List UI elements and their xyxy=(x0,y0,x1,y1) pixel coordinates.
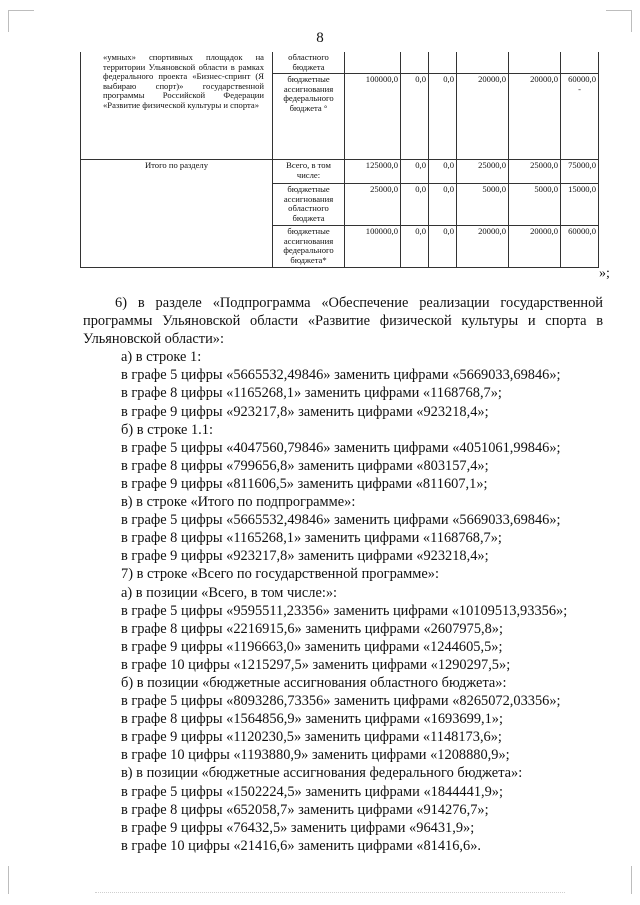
amendment-line: в графе 5 цифры «4047560,79846» заменить цифрами «4051061,99846»; xyxy=(121,439,561,456)
closing-quote: »; xyxy=(599,266,610,281)
amendment-line: б) в строке 1.1: xyxy=(121,421,213,438)
table-cell-value: 0,0 xyxy=(401,160,429,184)
table-cell-value: 0,0 xyxy=(429,226,457,268)
amendment-line: в графе 5 цифры «5665532,49846» заменить цифрами «5669033,69846»; xyxy=(121,512,561,529)
table-cell-value: 60000,0 xyxy=(561,226,599,268)
amendment-line: в графе 8 цифры «652058,7» заменить цифрами «914276,7»; xyxy=(121,801,489,818)
amendment-line: в) в позиции «бюджетные ассигнования федерального бюджета»: xyxy=(121,765,523,782)
table-cell-value: 0,0 xyxy=(401,74,429,160)
table-cell-source: бюджетные ассигнования федерального бюджета ° xyxy=(273,74,345,160)
amendment-line: в) в строке «Итого по подпрограмме»: xyxy=(121,494,356,511)
amendment-line: в графе 5 цифры «5665532,49846» заменить цифрами «5669033,69846»; xyxy=(121,367,561,384)
table-cell-value: 0,0 xyxy=(429,184,457,226)
page-number: 8 xyxy=(316,30,324,46)
amendment-line: в графе 8 цифры «1564856,9» заменить цифрами «1693699,1»; xyxy=(121,711,503,728)
amendment-line: в графе 10 цифры «1215297,5» заменить цифрами «1290297,5»; xyxy=(121,656,511,673)
amendment-line: в графе 5 цифры «8093286,73356» заменить цифрами «8265072,03356»; xyxy=(121,693,561,710)
amendment-line: в графе 10 цифры «21416,6» заменить цифрами «81416,6». xyxy=(121,837,482,854)
amendment-line: в графе 8 цифры «1165268,1» заменить цифрами «1168768,7»; xyxy=(121,385,502,402)
table-cell-value: 25000,0 xyxy=(345,184,401,226)
table-cell-value: 25000,0 xyxy=(457,160,509,184)
amendment-line: в графе 8 цифры «1165268,1» заменить цифрами «1168768,7»; xyxy=(121,530,502,547)
table-cell-value: 5000,0 xyxy=(509,184,561,226)
table-cell-value: 0,0 xyxy=(401,226,429,268)
table-cell-value: 20000,0 xyxy=(509,226,561,268)
table-cell-value: 100000,0 xyxy=(345,74,401,160)
table-cell-empty xyxy=(509,52,561,74)
scan-corner-mark-top-right-h xyxy=(606,10,632,11)
table-cell-empty xyxy=(345,52,401,74)
scan-corner-mark-top-left-h xyxy=(8,10,34,11)
scan-corner-mark-bottom-left-v xyxy=(8,866,9,894)
table-cell-itogo-label: Итого по разделу xyxy=(81,160,273,268)
stray-dash-mark: - xyxy=(578,83,581,94)
table-cell-value: 75000,0 xyxy=(561,160,599,184)
table-cell-empty xyxy=(429,52,457,74)
table-cell-source: Всего, в том числе: xyxy=(273,160,345,184)
amendment-line: а) в строке 1: xyxy=(121,349,202,366)
amendment-line: в графе 5 цифры «9595511,23356» заменить цифрами «10109513,93356»; xyxy=(121,602,568,619)
table-cell-name: «умных» спортивных площадок на территории Ульяновской области в рамках федерального проекта «Бизнес-спринт (Я выбираю спорт)» государственной программы Российской Федерации «Развитие физической культуры и спорта» xyxy=(81,52,273,160)
amendment-line: в графе 9 цифры «811606,5» заменить цифрами «811607,1»; xyxy=(121,475,488,492)
amendment-line: в графе 10 цифры «1193880,9» заменить цифрами «1208880,9»; xyxy=(121,747,510,764)
amendment-line: в графе 8 цифры «799656,8» заменить цифрами «803157,4»; xyxy=(121,457,489,474)
table-cell-source: бюджетные ассигнования федерального бюджета* xyxy=(273,226,345,268)
table-cell-value: 0,0 xyxy=(429,74,457,160)
scan-corner-mark-top-left-v xyxy=(8,10,9,32)
budget-table xyxy=(80,52,599,268)
amendment-line: в графе 9 цифры «923217,8» заменить цифрами «923218,4»; xyxy=(121,403,489,420)
table-cell-empty xyxy=(457,52,509,74)
table-cell-value-text: 60000,0 xyxy=(568,74,596,85)
table-cell-value: 15000,0 xyxy=(561,184,599,226)
table-cell-value: 20000,0 xyxy=(457,74,509,160)
table-cell-value: 125000,0 xyxy=(345,160,401,184)
table-row xyxy=(81,160,599,184)
scan-corner-mark-top-right-v xyxy=(631,10,632,32)
amendment-line: 7) в строке «Всего по государственной программе»: xyxy=(121,566,439,583)
table-cell-value: 0,0 xyxy=(429,160,457,184)
table-cell-source: областного бюджета xyxy=(273,52,345,74)
table-cell-value: 0,0 xyxy=(401,184,429,226)
scan-corner-mark-bottom-right-v xyxy=(631,866,632,894)
amendment-line: в графе 9 цифры «76432,5» заменить цифрами «96431,9»; xyxy=(121,819,475,836)
amendment-line: в графе 9 цифры «1120230,5» заменить цифрами «1148173,6»; xyxy=(121,729,502,746)
table-cell-value: 5000,0 xyxy=(457,184,509,226)
table-row xyxy=(81,52,599,74)
scan-artifact-line xyxy=(95,892,565,893)
section-paragraph: 6) в разделе «Подпрограмма «Обеспечение реализации государственной программы Ульяновской области «Развитие физической культуры и спорта в Ульяновской области»: xyxy=(83,295,603,348)
table-cell-source: бюджетные ассигнования областного бюджета xyxy=(273,184,345,226)
table-cell-empty xyxy=(401,52,429,74)
table-cell-value: 20000,0 xyxy=(509,74,561,160)
amendment-line: в графе 9 цифры «923217,8» заменить цифрами «923218,4»; xyxy=(121,548,489,565)
amendment-line: в графе 8 цифры «2216915,6» заменить цифрами «2607975,8»; xyxy=(121,620,503,637)
amendment-line: в графе 5 цифры «1502224,5» заменить цифрами «1844441,9»; xyxy=(121,783,503,800)
table-cell-empty xyxy=(561,52,599,74)
amendment-line: в графе 9 цифры «1196663,0» заменить цифрами «1244605,5»; xyxy=(121,638,503,655)
table-cell-value: 20000,0 xyxy=(457,226,509,268)
table-cell-value: 100000,0 xyxy=(345,226,401,268)
amendment-text xyxy=(83,294,603,855)
amendment-line: а) в позиции «Всего, в том числе:»: xyxy=(121,584,338,601)
amendment-line: б) в позиции «бюджетные ассигнования областного бюджета»: xyxy=(121,674,507,691)
table-cell-value xyxy=(561,74,599,160)
table-cell-value: 25000,0 xyxy=(509,160,561,184)
